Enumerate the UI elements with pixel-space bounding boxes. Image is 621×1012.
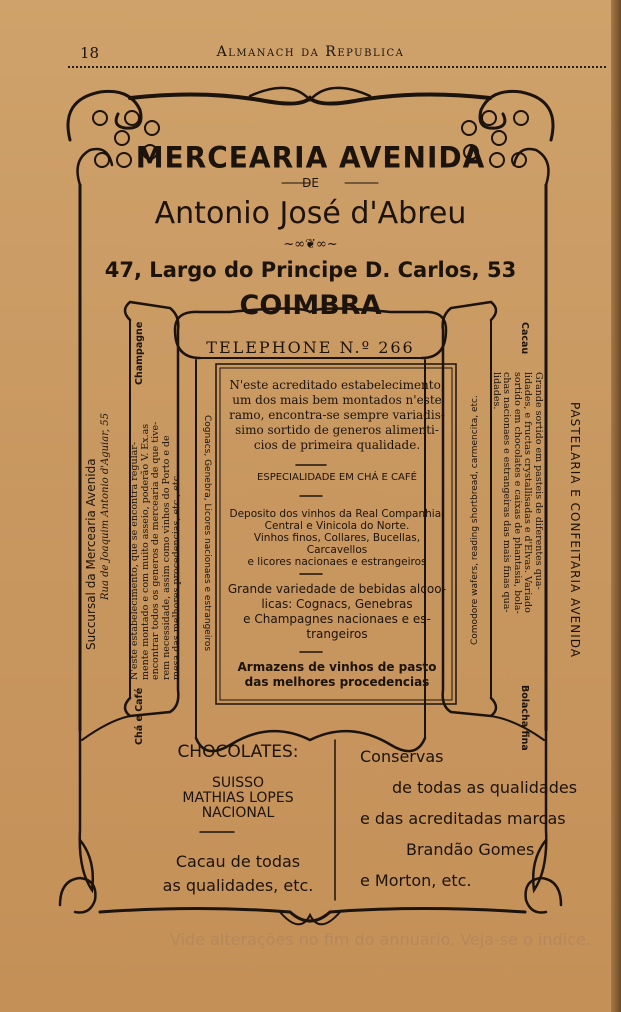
branch-description: N'este estabelecimento, que se encontra regular- mente montado e com muito asseio, poderão V. Ex.as encontrar todos os generos de mercearia de que tive- rem necessidade, assim como vinhos do Porto e de mesa das melhores procedencias, etc., etc.: [129, 421, 182, 680]
chocolate-brands: SUISSO MATHIAS LOPES NACIONAL: [182, 775, 294, 821]
variety-paragraph: Grande variedade de bebidas alcoo- licas: Cognacs, Genebras e Champagnes nacionaes e es- trangeiros: [227, 582, 447, 641]
flourish-ornament: ~∞❦∞~: [283, 237, 338, 252]
owner-name: Antonio José d'Abreu: [154, 196, 467, 231]
branch-name: Succursal da Mercearia Avenida: [84, 458, 98, 650]
pastry-description: Grande sortido em pasteis de diferentes qua- lidades, e fructas crystallisadas e d'Elvas. Variado sortido em chocolates e caixas de phantasia, bola- chas nacionaes e estrangeiras das mais finas qua- lidades.: [491, 372, 544, 614]
telephone: TELEPHONE N.º 266: [206, 338, 415, 357]
chocolates-heading: CHOCOLATES:: [177, 742, 299, 762]
cacau-label: Cacau: [519, 322, 530, 355]
running-title: Almanach da Republica: [216, 44, 405, 60]
shop-title: MERCEARIA AVENIDA: [135, 140, 486, 175]
bolacha-label: Bolacha fina: [519, 685, 530, 751]
bleed-through-text: Vide alterações no fim do annuario. Veja-se o indice.: [170, 930, 591, 949]
page-number: 18: [80, 44, 100, 62]
conservas-text: Conservas de todas as qualidades e das acreditadas marcas Brandão Gomes e Morton, etc.: [360, 747, 578, 890]
cacau-text: Cacau de todas as qualidades, etc.: [162, 852, 314, 895]
branch-address: Rua de Joaquim Antonio d'Aguiar, 55: [100, 413, 111, 600]
specialty-line: ESPECIALIDADE EM CHÁ E CAFÉ: [257, 472, 417, 483]
champagne-label: Champagne: [134, 321, 145, 385]
deposit-paragraph: Deposito dos vinhos da Real Companhia, Central e Vinicola do Norte. Vinhos finos, Collares, Bucellas, Carcavellos e licores nacionaes e estrangeiros: [229, 508, 445, 568]
warehouses-line: Armazens de vinhos de pasto das melhores procedencias: [237, 660, 437, 689]
cha-cafe-label: Chá e Café: [134, 687, 145, 745]
intro-paragraph: N'este acreditado estabelecimento, um dos mais bem montados n'este ramo, encontra-se sempre variadis- simo sortido de generos alimenti- cios de primeira qualidade.: [229, 378, 445, 452]
pastry-name: PASTELARIA E CONFEITARIA AVENIDA: [568, 402, 582, 658]
shop-city: COIMBRA: [239, 290, 382, 321]
cognacs-line: Cognacs, Genebra, Licores nacionaes e estrangeiros: [202, 415, 212, 652]
wafers-line: Comodore wafers, reading shortbread, carmencita, etc.: [470, 395, 480, 645]
de-label: DE: [302, 176, 319, 190]
shop-address: 47, Largo do Principe D. Carlos, 53: [104, 258, 517, 282]
